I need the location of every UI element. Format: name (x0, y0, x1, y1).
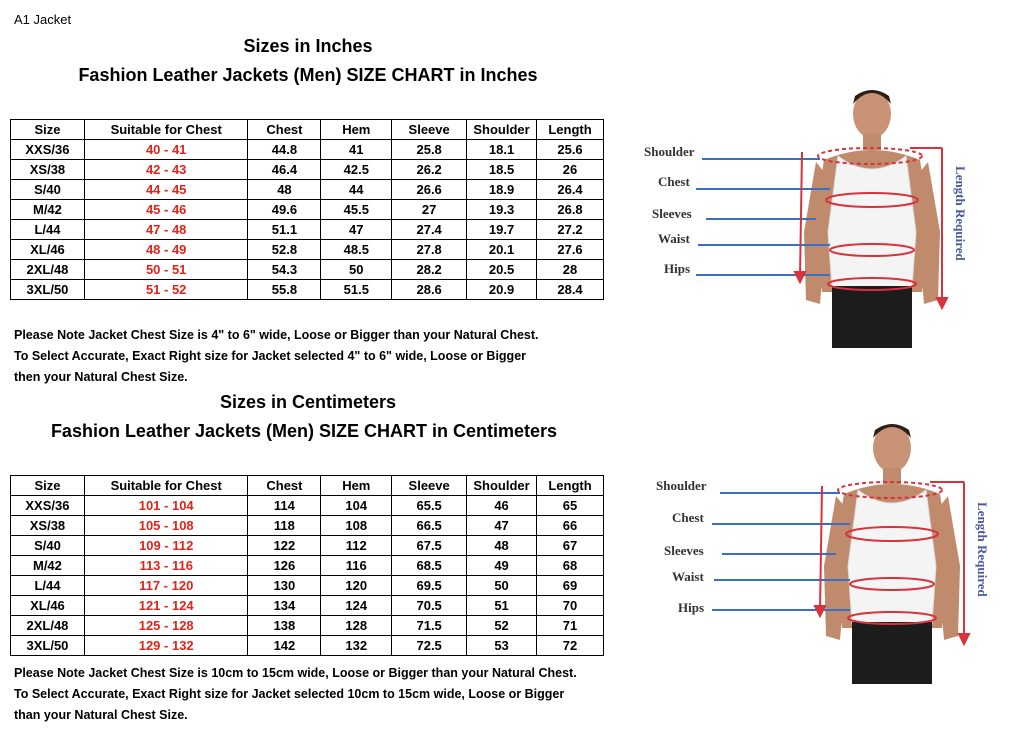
male-model-figure (824, 424, 960, 684)
measure-cell: 68.5 (392, 556, 467, 576)
measure-cell: 25.8 (392, 140, 467, 160)
table-row (11, 596, 604, 616)
table-header-row (11, 120, 604, 140)
measure-cell: 138 (248, 616, 321, 636)
table-row (11, 140, 604, 160)
size-cell: S/40 (11, 180, 85, 200)
measure-cell: 53 (467, 636, 537, 656)
table-row (11, 576, 604, 596)
hips-label: Hips (664, 261, 691, 276)
measure-cell: 69.5 (392, 576, 467, 596)
measure-cell: 18.5 (467, 160, 537, 180)
measure-cell: 54.3 (248, 260, 321, 280)
length-required-label: Length Required (953, 166, 968, 261)
size-cell: 3XL/50 (11, 636, 85, 656)
size-cell: 2XL/48 (11, 260, 85, 280)
measure-cell: 142 (248, 636, 321, 656)
column-header: Suitable for Chest (84, 120, 248, 140)
measure-cell: 51.5 (321, 280, 392, 300)
size-cell: 3XL/50 (11, 280, 85, 300)
measure-cell: 128 (321, 616, 392, 636)
chest-range-cell: 47 - 48 (84, 220, 248, 240)
table-row (11, 616, 604, 636)
measure-cell: 104 (321, 496, 392, 516)
size-table-cm (10, 475, 604, 656)
measure-cell: 26.4 (537, 180, 604, 200)
measure-cell: 120 (321, 576, 392, 596)
column-header: Shoulder (467, 476, 537, 496)
column-header: Size (11, 120, 85, 140)
table-row (11, 160, 604, 180)
measure-cell: 20.5 (467, 260, 537, 280)
measure-cell: 47 (321, 220, 392, 240)
measure-cell: 26.8 (537, 200, 604, 220)
measure-cell: 70 (537, 596, 604, 616)
chest-range-cell: 45 - 46 (84, 200, 248, 220)
column-header: Suitable for Chest (84, 476, 248, 496)
man-measurement-illustration (640, 82, 980, 352)
measure-cell: 26 (537, 160, 604, 180)
measure-cell: 27.2 (537, 220, 604, 240)
chest-range-cell: 40 - 41 (84, 140, 248, 160)
measure-cell: 65 (537, 496, 604, 516)
measure-cell: 26.6 (392, 180, 467, 200)
measure-cell: 25.6 (537, 140, 604, 160)
measure-cell: 132 (321, 636, 392, 656)
measure-cell: 49.6 (248, 200, 321, 220)
measure-labels (656, 478, 707, 615)
measure-cell: 118 (248, 516, 321, 536)
size-cell: M/42 (11, 200, 85, 220)
inches-note-line: To Select Accurate, Exact Right size for Jacket selected 4" to 6" wide, Loose or Bigger (14, 349, 527, 363)
sleeves-label: Sleeves (652, 206, 692, 221)
measure-labels (644, 144, 695, 276)
measure-cell: 71 (537, 616, 604, 636)
table-row (11, 180, 604, 200)
chest-range-cell: 129 - 132 (84, 636, 248, 656)
column-header: Hem (321, 476, 392, 496)
measure-cell: 28.2 (392, 260, 467, 280)
measure-cell: 50 (467, 576, 537, 596)
measure-cell: 28.4 (537, 280, 604, 300)
inches-note (14, 325, 539, 388)
inches-note-line: Please Note Jacket Chest Size is 4" to 6" wide, Loose or Bigger than your Natural Chest. (14, 328, 539, 342)
measure-cell: 65.5 (392, 496, 467, 516)
cm-subheading: Fashion Leather Jackets (Men) SIZE CHART in Centimeters (50, 421, 558, 441)
inches-subheading: Fashion Leather Jackets (Men) SIZE CHART in Inches (78, 65, 538, 85)
measure-cell: 18.9 (467, 180, 537, 200)
measure-cell: 27 (392, 200, 467, 220)
column-header: Length (537, 120, 604, 140)
waist-label: Waist (658, 231, 690, 246)
table-row (11, 556, 604, 576)
cm-note-line: than your Natural Chest Size. (14, 708, 188, 722)
chest-range-cell: 109 - 112 (84, 536, 248, 556)
chest-range-cell: 42 - 43 (84, 160, 248, 180)
measure-cell: 44 (321, 180, 392, 200)
chest-range-cell: 125 - 128 (84, 616, 248, 636)
measure-cell: 108 (321, 516, 392, 536)
chest-label: Chest (672, 510, 704, 525)
table-row (11, 260, 604, 280)
table-row (11, 240, 604, 260)
column-header: Chest (248, 120, 321, 140)
measure-cell: 48.5 (321, 240, 392, 260)
measure-cell: 28 (537, 260, 604, 280)
shoulder-label: Shoulder (644, 144, 695, 159)
waist-label: Waist (672, 569, 704, 584)
table-row (11, 516, 604, 536)
column-header: Shoulder (467, 120, 537, 140)
measure-cell: 69 (537, 576, 604, 596)
table-row (11, 280, 604, 300)
table-row (11, 496, 604, 516)
column-header: Size (11, 476, 85, 496)
measure-cell: 72.5 (392, 636, 467, 656)
column-header: Sleeve (392, 476, 467, 496)
table-row (11, 220, 604, 240)
measure-cell: 66.5 (392, 516, 467, 536)
measure-cell: 27.8 (392, 240, 467, 260)
measure-cell: 26.2 (392, 160, 467, 180)
size-cell: XS/38 (11, 516, 85, 536)
size-cell: M/42 (11, 556, 85, 576)
size-cell: S/40 (11, 536, 85, 556)
measure-cell: 112 (321, 536, 392, 556)
chest-range-cell: 117 - 120 (84, 576, 248, 596)
measure-cell: 68 (537, 556, 604, 576)
measure-cell: 72 (537, 636, 604, 656)
table-row (11, 200, 604, 220)
inches-note-line: then your Natural Chest Size. (14, 370, 188, 384)
measure-cell: 44.8 (248, 140, 321, 160)
measure-cell: 66 (537, 516, 604, 536)
measure-cell: 126 (248, 556, 321, 576)
measure-cell: 52 (467, 616, 537, 636)
chest-range-cell: 48 - 49 (84, 240, 248, 260)
shoulder-label: Shoulder (656, 478, 707, 493)
size-cell: XXS/36 (11, 140, 85, 160)
chest-range-cell: 113 - 116 (84, 556, 248, 576)
measure-cell: 52.8 (248, 240, 321, 260)
table-row (11, 636, 604, 656)
size-cell: L/44 (11, 576, 85, 596)
brand-label: A1 Jacket (14, 12, 72, 27)
cm-note-line: To Select Accurate, Exact Right size for Jacket selected 10cm to 15cm wide, Loose or Bigger (14, 687, 565, 701)
measure-cell: 130 (248, 576, 321, 596)
size-cell: L/44 (11, 220, 85, 240)
sleeves-label: Sleeves (664, 543, 704, 558)
measure-cell: 42.5 (321, 160, 392, 180)
column-header: Sleeve (392, 120, 467, 140)
measure-cell: 48 (467, 536, 537, 556)
measure-cell: 49 (467, 556, 537, 576)
measure-cell: 20.9 (467, 280, 537, 300)
size-cell: XL/46 (11, 596, 85, 616)
measure-cell: 46 (467, 496, 537, 516)
measure-cell: 71.5 (392, 616, 467, 636)
column-header: Chest (248, 476, 321, 496)
measure-cell: 47 (467, 516, 537, 536)
size-cell: XXS/36 (11, 496, 85, 516)
inches-heading: Sizes in Inches (243, 36, 373, 56)
man-measurement-illustration (650, 418, 990, 688)
column-header: Hem (321, 120, 392, 140)
chest-range-cell: 121 - 124 (84, 596, 248, 616)
chest-range-cell: 44 - 45 (84, 180, 248, 200)
size-cell: XL/46 (11, 240, 85, 260)
chest-label: Chest (658, 174, 690, 189)
measure-cell: 28.6 (392, 280, 467, 300)
measure-cell: 48 (248, 180, 321, 200)
measure-cell: 27.6 (537, 240, 604, 260)
measure-cell: 134 (248, 596, 321, 616)
cm-note (14, 663, 577, 726)
cm-note-line: Please Note Jacket Chest Size is 10cm to 15cm wide, Loose or Bigger than your Natural Chest. (14, 666, 577, 680)
measure-cell: 124 (321, 596, 392, 616)
measure-cell: 18.1 (467, 140, 537, 160)
measure-cell: 51.1 (248, 220, 321, 240)
chest-range-cell: 105 - 108 (84, 516, 248, 536)
measurement-figure-top (640, 82, 980, 352)
measure-cell: 55.8 (248, 280, 321, 300)
measure-cell: 50 (321, 260, 392, 280)
hips-label: Hips (678, 600, 705, 615)
measure-cell: 45.5 (321, 200, 392, 220)
chest-range-cell: 101 - 104 (84, 496, 248, 516)
measure-cell: 27.4 (392, 220, 467, 240)
measure-cell: 67 (537, 536, 604, 556)
table-row (11, 536, 604, 556)
measurement-figure-bottom (650, 418, 990, 688)
measure-cell: 122 (248, 536, 321, 556)
measure-cell: 19.3 (467, 200, 537, 220)
measure-cell: 114 (248, 496, 321, 516)
chest-range-cell: 51 - 52 (84, 280, 248, 300)
measure-cell: 19.7 (467, 220, 537, 240)
male-model-figure (804, 90, 940, 348)
measure-cell: 41 (321, 140, 392, 160)
measure-cell: 67.5 (392, 536, 467, 556)
cm-heading: Sizes in Centimeters (219, 392, 397, 412)
size-cell: 2XL/48 (11, 616, 85, 636)
measure-cell: 116 (321, 556, 392, 576)
measure-cell: 70.5 (392, 596, 467, 616)
length-required-label: Length Required (975, 502, 990, 597)
measure-cell: 20.1 (467, 240, 537, 260)
table-header-row (11, 476, 604, 496)
column-header: Length (537, 476, 604, 496)
measure-cell: 46.4 (248, 160, 321, 180)
chest-range-cell: 50 - 51 (84, 260, 248, 280)
size-cell: XS/38 (11, 160, 85, 180)
size-table-inches (10, 119, 604, 300)
measure-cell: 51 (467, 596, 537, 616)
